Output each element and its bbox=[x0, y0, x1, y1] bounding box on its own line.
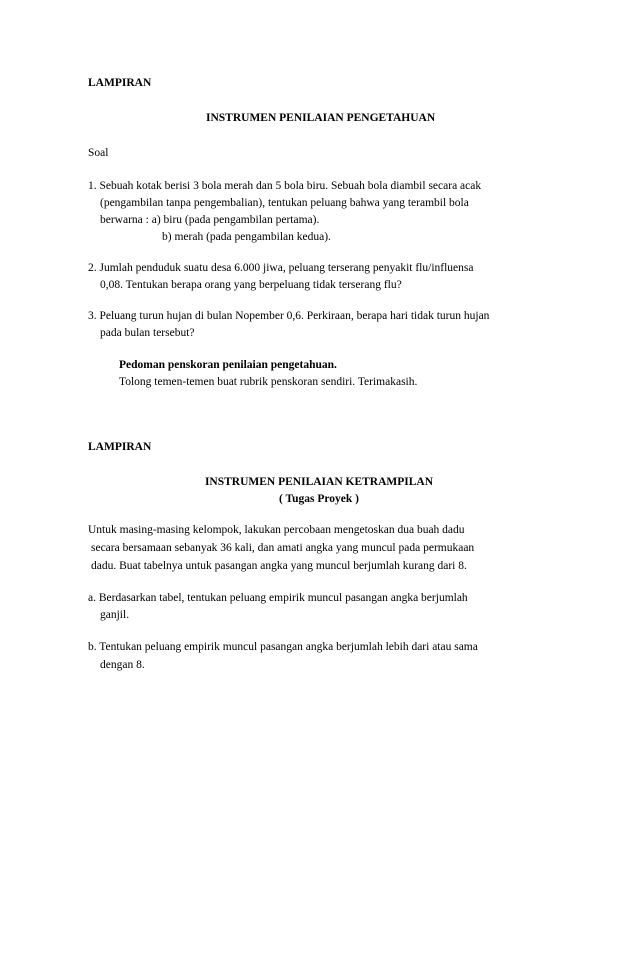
q1-line-1: 1. Sebuah kotak berisi 3 bola merah dan 5 bola biru. Sebuah bola diambil secara acak bbox=[88, 180, 482, 192]
intro-line-1: Untuk masing-masing kelompok, lakukan percobaan mengetoskan dua buah dadu bbox=[88, 524, 465, 536]
qb-line-1: b. Tentukan peluang empirik muncul pasangan angka berjumlah lebih dari atau sama bbox=[88, 641, 478, 653]
soal-label: Soal bbox=[88, 147, 109, 159]
intro-line-3: dadu. Buat tabelnya untuk pasangan angka yang muncul berjumlah kurang dari 8. bbox=[91, 560, 467, 572]
qb-line-2: dengan 8. bbox=[100, 659, 145, 671]
qa-line-2: ganjil. bbox=[100, 609, 130, 621]
section2-heading: LAMPIRAN bbox=[88, 441, 152, 453]
q3-line-2: pada bulan tersebut? bbox=[100, 327, 195, 339]
qa-line-1: a. Berdasarkan tabel, tentukan peluang empirik muncul pasangan angka berjumlah bbox=[88, 592, 468, 604]
q2-line-2: 0,08. Tentukan berapa orang yang berpeluang tidak terserang flu? bbox=[100, 279, 402, 291]
section1-title: INSTRUMEN PENILAIAN PENGETAHUAN bbox=[206, 112, 436, 124]
intro-line-2: secara bersamaan sebanyak 36 kali, dan amati angka yang muncul pada permukaan bbox=[91, 542, 475, 554]
section2-title: INSTRUMEN PENILAIAN KETRAMPILAN bbox=[204, 476, 434, 488]
guide-title: Pedoman penskoran penilaian pengetahuan. bbox=[119, 359, 337, 371]
q1-line-3: berwarna : a) biru (pada pengambilan pertama). bbox=[100, 214, 320, 226]
q2-line-1: 2. Jumlah penduduk suatu desa 6.000 jiwa, peluang terserang penyakit flu/influensa bbox=[88, 262, 474, 274]
q1-line-2: (pengambilan tanpa pengembalian), tentukan peluang bahwa yang terambil bola bbox=[100, 197, 469, 209]
guide-text: Tolong temen-temen buat rubrik penskoran sendiri. Terimakasih. bbox=[119, 376, 418, 388]
section1-heading: LAMPIRAN bbox=[88, 77, 152, 89]
section2-subtitle: ( Tugas Proyek ) bbox=[279, 493, 359, 505]
q1-line-4: b) merah (pada pengambilan kedua). bbox=[162, 231, 331, 243]
q3-line-1: 3. Peluang turun hujan di bulan Nopember 0,6. Perkiraan, berapa hari tidak turun hujan bbox=[88, 310, 490, 322]
